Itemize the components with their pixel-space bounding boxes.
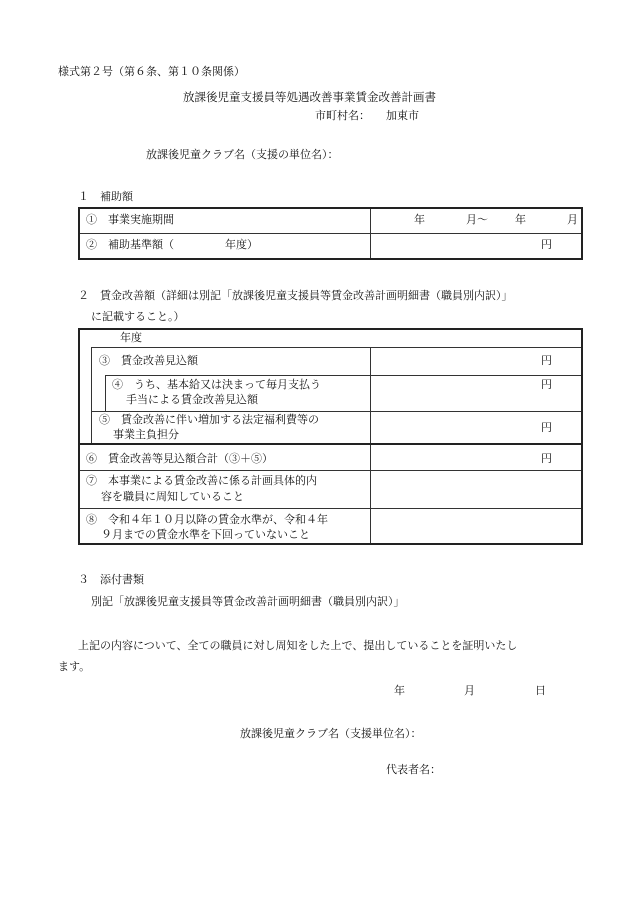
total-estimate-label: ⑥ 賃金改善等見込額合計（③＋⑤） — [86, 452, 273, 465]
indent-line — [91, 347, 92, 443]
certification-line-1: 上記の内容について、全ての職員に対し周知をした上で、提出していることを証明いたし — [78, 639, 518, 652]
signature-club-label: 放課後児童クラブ名（支援単位名）： — [240, 727, 422, 740]
row-divider — [80, 508, 581, 509]
municipality-label: 市町村名： — [315, 109, 370, 122]
total-estimate-unit: 円 — [541, 452, 552, 465]
subsidy-standard-unit: 円 — [541, 238, 552, 251]
employer-burden-label: ⑤ 賃金改善に伴い増加する法定福利費等の — [99, 413, 319, 426]
row-divider — [105, 375, 581, 376]
fiscal-year-label: 年度 — [120, 331, 142, 344]
plan-notification-label-2: 容を職員に周知していること — [101, 490, 244, 503]
wage-level-label-2: ９月までの賃金水準を下回っていないこと — [101, 528, 310, 541]
base-salary-improvement-unit: 円 — [541, 378, 552, 391]
attachment-item: 別記「放課後児童支援員等賃金改善計画明細書（職員別内訳）」 — [91, 595, 405, 608]
period-start-month: 月～ — [466, 213, 488, 226]
section3-heading: ３ 添付書類 — [78, 573, 144, 586]
wage-improvement-table — [78, 328, 583, 545]
subsidy-table — [78, 207, 583, 260]
implementation-period-label: ① 事業実施期間 — [86, 213, 174, 226]
representative-label: 代表者名： — [386, 763, 441, 776]
certification-line-2: ます。 — [58, 660, 91, 673]
form-number: 様式第２号（第６条、第１０条関係） — [58, 65, 245, 78]
employer-burden-unit: 円 — [541, 421, 552, 434]
date-month: 月 — [464, 684, 475, 697]
row-divider — [80, 470, 581, 471]
row-divider — [80, 443, 581, 445]
period-start-year: 年 — [414, 213, 425, 226]
section2-heading-continued: に記載すること。） — [91, 310, 185, 323]
subsidy-standard-year: 年度） — [225, 238, 258, 251]
club-name-label: 放課後児童クラブ名（支援の単位名）： — [146, 148, 339, 161]
row-divider — [91, 411, 581, 412]
wage-level-label: ⑧ 令和４年１０月以降の賃金水準が、令和４年 — [86, 513, 328, 526]
row-divider — [80, 233, 581, 234]
wage-improvement-estimate-unit: 円 — [541, 354, 552, 367]
document-title: 放課後児童支援員等処遇改善事業賃金改善計画書 — [183, 90, 436, 104]
indent-line — [105, 375, 106, 411]
wage-improvement-estimate-label: ③ 賃金改善見込額 — [99, 354, 198, 367]
column-divider — [370, 347, 371, 543]
section1-heading: １ 補助額 — [78, 190, 133, 203]
base-salary-improvement-label-2: 手当による賃金改善見込額 — [126, 393, 258, 406]
employer-burden-label-2: 事業主負担分 — [113, 428, 179, 441]
plan-notification-label: ⑦ 本事業による賃金改善に係る計画具体的内 — [86, 474, 317, 487]
date-day: 日 — [535, 684, 546, 697]
row-divider — [91, 347, 581, 348]
section2-heading: ２ 賃金改善額（詳細は別記「放課後児童支援員等賃金改善計画明細書（職員別内訳）」 — [78, 289, 513, 302]
period-end-month: 月 — [567, 213, 578, 226]
date-year: 年 — [394, 684, 405, 697]
base-salary-improvement-label: ④ うち、基本給又は決まって毎月支払う — [112, 378, 321, 391]
period-end-year: 年 — [515, 213, 526, 226]
subsidy-standard-label: ② 補助基準額（ — [86, 238, 174, 251]
municipality-value: 加東市 — [386, 109, 419, 122]
